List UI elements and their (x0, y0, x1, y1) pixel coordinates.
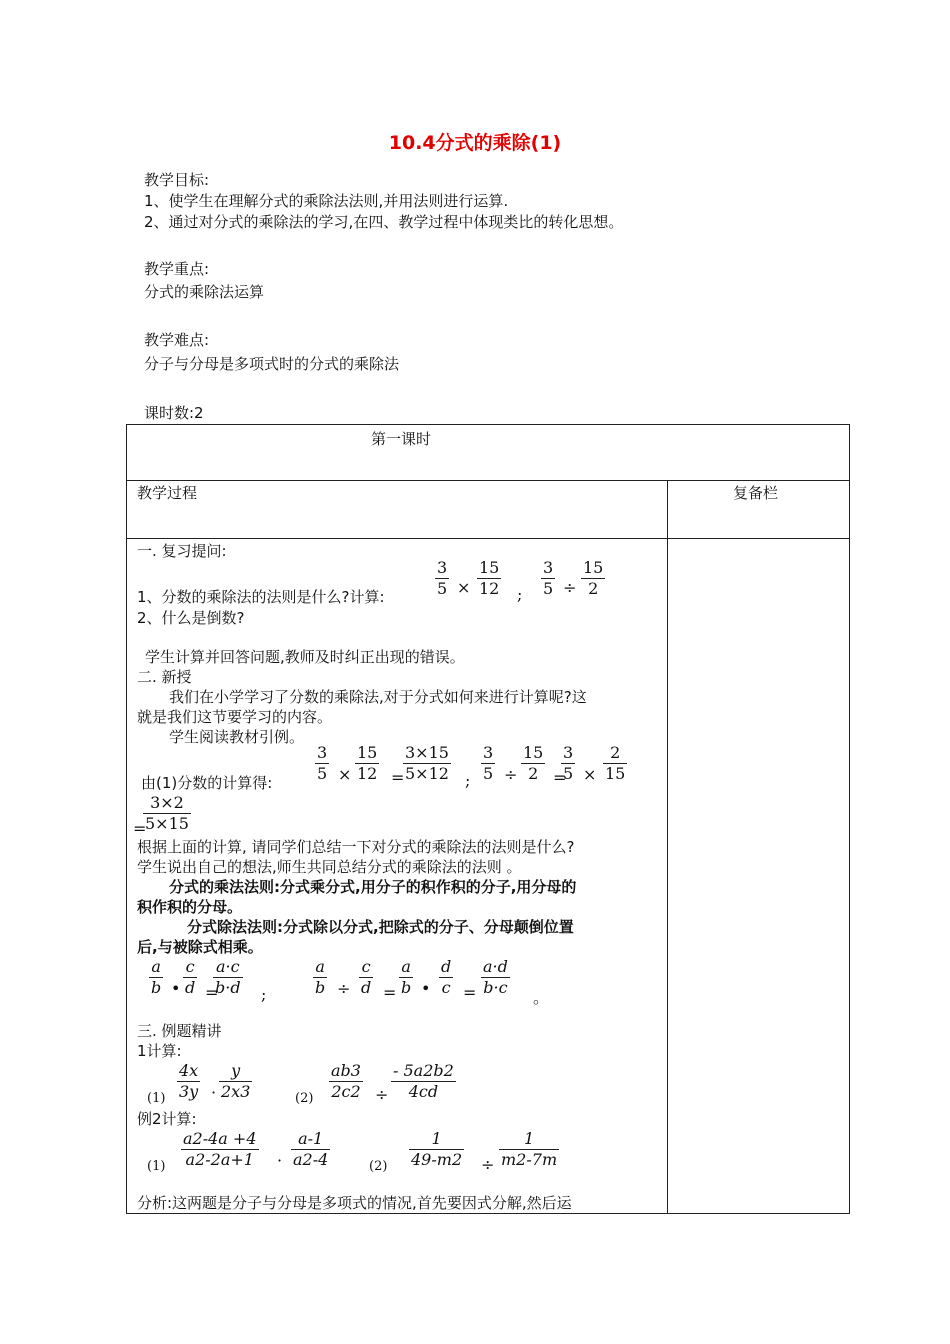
dot-sign: • (421, 979, 431, 998)
division-rule-a: 分式除法法则:分式除以分式,把除式的分子、分母颠倒位置 (187, 918, 574, 936)
fraction: $\frac{ab3}{2c2}$ (331, 1061, 361, 1101)
examples-heading: 三. 例题精讲 (137, 1022, 222, 1040)
row-divider (127, 538, 849, 539)
fraction: $\frac{1}{49-m2}$ (411, 1129, 463, 1169)
fraction: $\frac{a2-4a +4}{a2-2a+1}$ (183, 1129, 257, 1169)
fraction: $\frac{a}{b}$ (401, 957, 412, 997)
equals-sign: = (553, 768, 567, 787)
times-sign: × (583, 765, 597, 784)
fraction: $\frac{3}{5}$ (483, 743, 494, 783)
example-2-part-2-label: (2) (369, 1159, 388, 1174)
review-answer: 学生计算并回答问题,教师及时纠正出现的错误。 (145, 648, 465, 666)
division-rule-b: 后,与被除式相乘。 (137, 938, 263, 956)
key-points-heading: 教学重点: (144, 260, 210, 278)
fraction: $\frac{15}{12}$ (479, 558, 500, 598)
analysis-text: 分析:这两题是分子与分母是多项式的情况,首先要因式分解,然后运 (137, 1194, 572, 1212)
fraction: $\frac{a\cdot c}{b\cdot d}$ (215, 957, 241, 997)
key-points-text: 分式的乘除法运算 (144, 283, 265, 301)
summary-response: 学生说出自己的想法,师生共同总结分式的乘除法的法则 。 (137, 858, 522, 876)
fraction: $\frac{y}{2x3}$ (221, 1061, 251, 1101)
fraction: $\frac{3}{5}$ (437, 558, 448, 598)
times-sign: × (338, 765, 352, 784)
column-divider (667, 480, 668, 1213)
new-lesson-para-2: 学生阅读教材引例。 (169, 728, 305, 746)
fraction: $\frac{d}{c}$ (441, 957, 452, 997)
fraction: $\frac{3}{5}$ (317, 743, 328, 783)
review-question-2: 2、什么是倒数? (137, 609, 245, 627)
fraction: $\frac{c}{d}$ (361, 957, 372, 997)
semicolon: ; (465, 771, 471, 790)
equals-sign: = (205, 983, 219, 1002)
equals-sign: = (383, 983, 397, 1002)
fraction: $\frac{4x}{3y}$ (179, 1061, 199, 1101)
fraction: $\frac{- 5a2b2}{4cd}$ (393, 1061, 454, 1101)
equals-sign: = (391, 768, 405, 787)
fraction: $\frac{2}{15}$ (605, 743, 626, 783)
difficulties-text: 分子与分母是多项式时的分式的乘除法 (144, 355, 400, 373)
divide-sign: ÷ (504, 765, 518, 784)
cdot-sign: · (277, 1151, 283, 1170)
from-example-label: 由(1)分数的计算得: (141, 774, 273, 792)
page-title: 10.4分式的乘除(1) (388, 132, 562, 154)
new-lesson-heading: 二. 新授 (137, 668, 192, 686)
notes-header: 复备栏 (733, 484, 779, 502)
times-sign: × (457, 578, 471, 597)
equals-sign: = (133, 819, 147, 838)
multiplication-rule-a: 分式的乘法法则:分式乘分式,用分子的积作积的分子,用分母的 (169, 878, 577, 896)
equals-sign: = (463, 983, 477, 1002)
example-2-label: 例2计算: (137, 1110, 197, 1128)
lesson-table (126, 424, 850, 1214)
fraction: $\frac{a-1}{a2-4}$ (293, 1129, 329, 1169)
new-lesson-para-1b: 就是我们这节要学习的内容。 (137, 708, 333, 726)
example-1-part-1-label: (1) (147, 1091, 166, 1106)
fraction: $\frac{15}{12}$ (357, 743, 378, 783)
fraction: $\frac{1}{m2-7m}$ (501, 1129, 558, 1169)
period: 。 (533, 988, 550, 1007)
session-title: 第一课时 (371, 430, 432, 448)
new-lesson-para-1a: 我们在小学学习了分数的乘除法,对于分式如何来进行计算呢?这 (169, 688, 587, 706)
fraction: $\frac{15}{2}$ (523, 743, 544, 783)
example-1-label: 1计算: (137, 1042, 182, 1060)
fraction: $\frac{a}{b}$ (151, 957, 162, 997)
fraction: $\frac{3}{5}$ (543, 558, 554, 598)
objective-2: 2、通过对分式的乘除法的学习,在四、教学过程中体现类比的转化思想。 (144, 213, 624, 231)
semicolon: ; (517, 585, 523, 604)
objectives-heading: 教学目标: (144, 171, 210, 189)
fraction: $\frac{3\times 15}{5\times 12}$ (405, 743, 449, 783)
review-heading: 一. 复习提问: (137, 542, 227, 560)
fraction: $\frac{a\cdot d}{b\cdot c}$ (483, 957, 508, 997)
difficulties-heading: 教学难点: (144, 331, 210, 349)
fraction: $\frac{3\times 2}{5\times 15}$ (145, 793, 189, 833)
semicolon: ; (261, 985, 267, 1004)
cdot-sign: · (211, 1083, 217, 1102)
divide-sign: ÷ (337, 979, 351, 998)
fraction: $\frac{a}{b}$ (315, 957, 326, 997)
review-question-1: 1、分数的乘除法的法则是什么?计算: (137, 588, 385, 606)
divide-sign: ÷ (563, 578, 577, 597)
multiplication-rule-b: 积作积的分母。 (137, 898, 243, 916)
divide-sign: ÷ (481, 1155, 495, 1174)
example-2-part-1-label: (1) (147, 1159, 166, 1174)
objective-1: 1、使学生在理解分式的乘除法法则,并用法则进行运算. (144, 192, 509, 210)
dot-sign: • (171, 979, 181, 998)
class-hours: 课时数:2 (144, 404, 204, 422)
process-header: 教学过程 (137, 484, 198, 502)
example-1-part-2-label: (2) (295, 1091, 314, 1106)
summary-prompt: 根据上面的计算, 请同学们总结一下对分式的乘除法的法则是什么? (137, 838, 575, 856)
fraction: $\frac{3}{5}$ (563, 743, 574, 783)
row-divider (127, 480, 849, 481)
fraction: $\frac{15}{2}$ (583, 558, 604, 598)
fraction: $\frac{c}{d}$ (185, 957, 196, 997)
divide-sign: ÷ (375, 1085, 389, 1104)
